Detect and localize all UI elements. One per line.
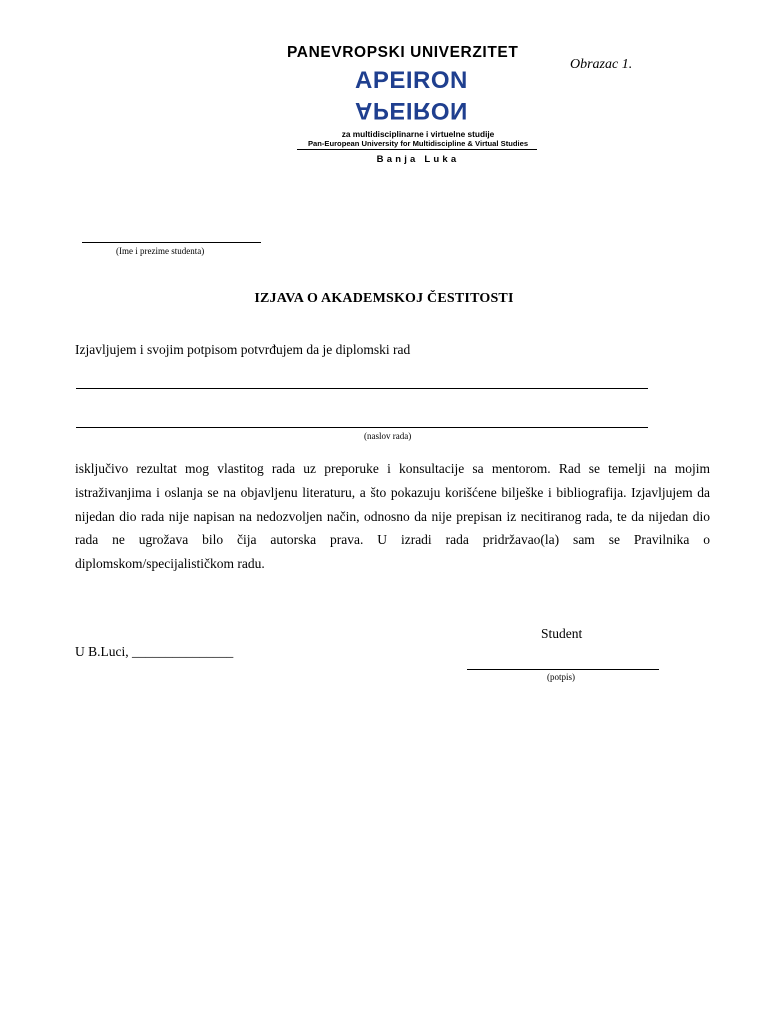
logo-subtitle-english: Pan-European University for Multidiscipline & Virtual Studies: [307, 139, 529, 148]
university-name: PANEVROPSKI UNIVERZITET: [287, 44, 519, 61]
document-title: IZJAVA O AKADEMSKOJ ČESTITOSTI: [254, 291, 514, 306]
signature-line[interactable]: [467, 669, 659, 670]
signature-label: (potpis): [547, 672, 575, 682]
thesis-title-line-1[interactable]: [76, 388, 648, 389]
logo-city: Banja Luka: [376, 154, 460, 165]
student-name-label: (Ime i prezime studenta): [116, 246, 205, 256]
logo-apeiron-mirrored: APEIRON: [355, 97, 468, 124]
thesis-title-line-2[interactable]: [76, 427, 648, 428]
declaration-text: isključivo rezultat mog vlastitog rada uz preporuke i konsultacije sa mentorom. Rad se temelji na mojim istraživanjima i oslanja se na objavljenu literaturu, a što pokazuju korišćene bilješke i bibliografija. Izjavljujem da nijedan dio rada nije napisan na nedozvoljen način, odnosno da nije prepisan iz necitiranog rada, te da nijedan dio rada ne ugrožava bilo čija autorska prava. U izradi rada pridržavao(la) sam se Pravilnika o diplomskom/specijalističkom radu.: [75, 461, 710, 572]
place-date-line: U B.Luci, _______________: [75, 644, 234, 659]
logo-divider: [297, 149, 537, 150]
intro-text: Izjavljujem i svojim potpisom potvrđujem da je diplomski rad: [75, 342, 411, 357]
form-number: Obrazac 1.: [570, 57, 633, 72]
logo-subtitle-local: za multidisciplinarne i virtuelne studije: [341, 129, 495, 139]
student-name-line[interactable]: [82, 242, 261, 243]
student-label: Student: [541, 626, 583, 641]
thesis-title-label: (naslov rada): [364, 431, 412, 441]
logo-apeiron: APEIRON: [355, 67, 468, 94]
